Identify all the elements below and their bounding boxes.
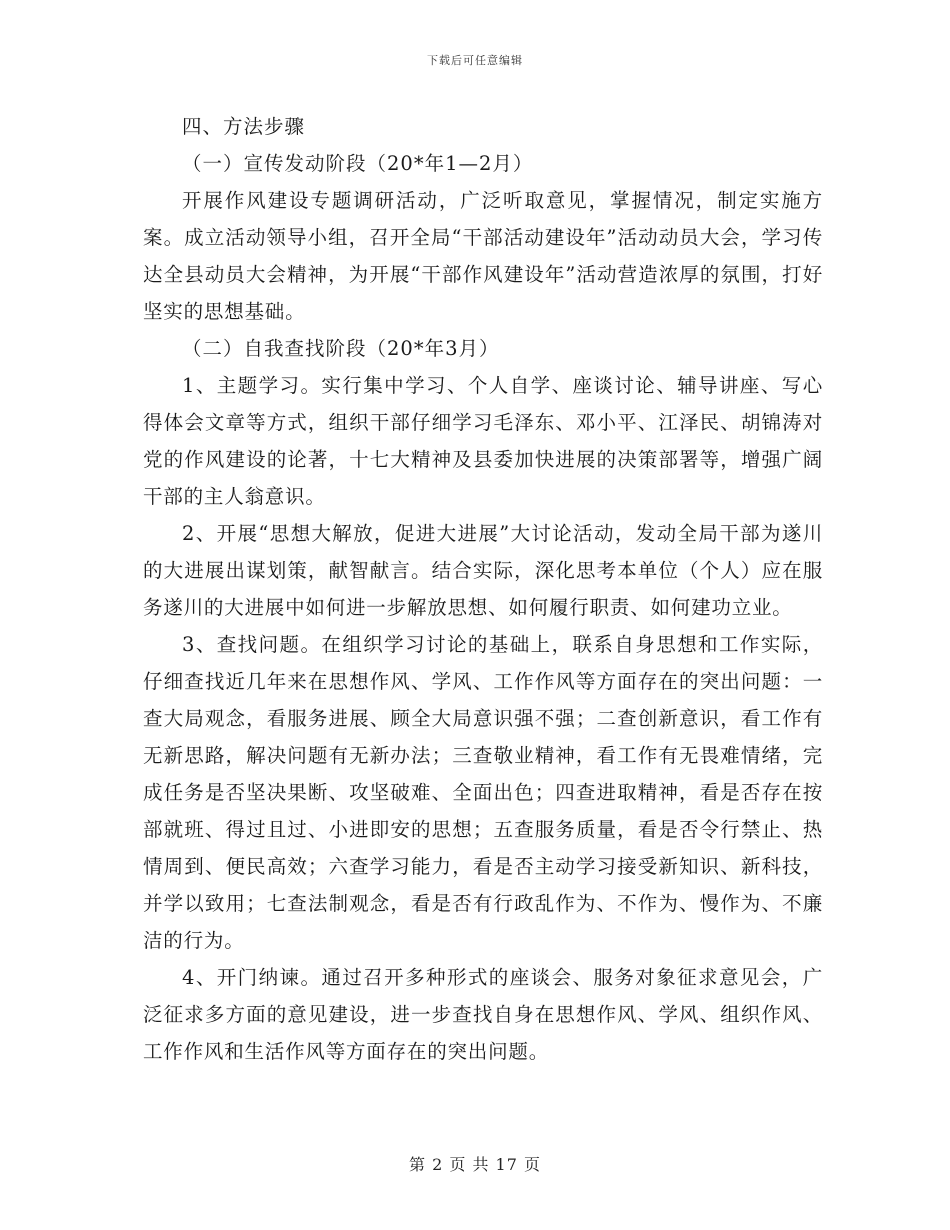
item1-paragraph: 1、主题学习。实行集中学习、个人自学、座谈讨论、辅导讲座、写心得体会文章等方式，组织干部仔细学习毛泽东、邓小平、江泽民、胡锦涛对党的作风建设的论著，十七大精神及县委加快进展的决策部署等，增强广阔干部的主人翁意识。 (143, 374, 823, 508)
stage2-heading: （二）自我查找阶段（20*年3月） (182, 337, 500, 360)
page-number: 第 2 页 共 17 页 (409, 1155, 541, 1174)
section-heading: 四、方法步骤 (182, 115, 306, 138)
item3-paragraph: 3、查找问题。在组织学习讨论的基础上，联系自身思想和工作实际，仔细查找近几年来在思想作风、学风、工作作风等方面存在的突出问题：一查大局观念，看服务进展、顾全大局意识强不强；二查创新意识，看工作有无新思路，解决问题有无新办法；三查敬业精神，看工作有无畏难情绪，完成任务是否坚决果断、攻坚破难、全面出色；四查进取精神，看是否存在按部就班、得过且过、小进即安的思想；五查服务质量，看是否令行禁止、热情周到、便民高效；六查学习能力，看是否主动学习接受新知识、新科技，并学以致用；七查法制观念，看是否有行政乱作为、不作为、慢作为、不廉洁的行为。 (143, 633, 823, 952)
header-note: 下载后可任意编辑 (427, 54, 523, 67)
item2-paragraph: 2、开展“思想大解放，促进大进展”大讨论活动，发动全局干部为遂川的大进展出谋划策，献智献言。结合实际，深化思考本单位（个人）应在服务遂川的大进展中如何进一步解放思想、如何履行职责、如何建功立业。 (143, 522, 823, 619)
stage1-heading: （一）宣传发动阶段（20*年1—2月） (182, 152, 534, 175)
stage1-paragraph: 开展作风建设专题调研活动，广泛听取意见，掌握情况，制定实施方案。成立活动领导小组，召开全局“干部活动建设年”活动动员大会，学习传达全县动员大会精神，为开展“干部作风建设年”活动营造浓厚的氛围，打好坚实的思想基础。 (143, 189, 823, 323)
document-body (143, 108, 823, 1070)
item4-paragraph: 4、开门纳谏。通过召开多种形式的座谈会、服务对象征求意见会，广泛征求多方面的意见建设，进一步查找自身在思想作风、学风、组织作风、工作作风和生活作风等方面存在的突出问题。 (143, 966, 823, 1063)
